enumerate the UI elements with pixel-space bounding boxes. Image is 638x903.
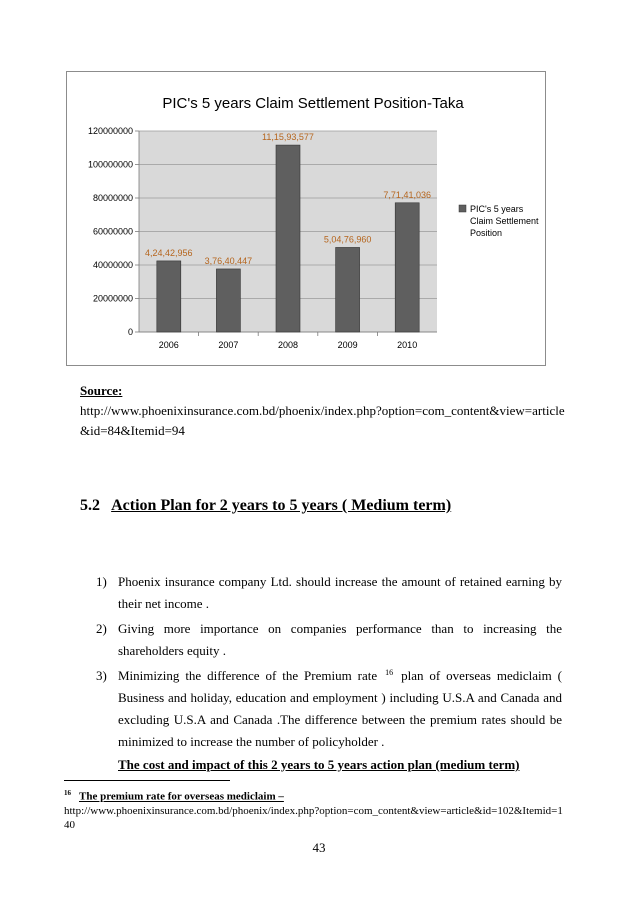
data-label: 4,24,42,956: [145, 247, 193, 258]
data-label: 7,71,41,036: [383, 189, 431, 200]
data-label: 11,15,93,577: [262, 132, 314, 143]
y-tick-label: 120000000: [87, 126, 133, 136]
bar: [336, 247, 360, 332]
y-tick-label: 100000000: [87, 159, 133, 170]
y-tick-label: 80000000: [92, 193, 133, 203]
page-number: 43: [312, 840, 326, 855]
footnote-url[interactable]: http://www.phoenixinsurance.com.bd/phoenix/index.php?option=com_content&view=article&id=102&Itemid=140: [64, 804, 563, 831]
data-label: 3,76,40,447: [204, 255, 253, 266]
list-item: [96, 571, 562, 615]
bar: [395, 203, 419, 332]
section-heading: [80, 497, 451, 515]
source-url-line-1[interactable]: http://www.phoenixinsurance.com.bd/phoenix/index.php?option=com_content&view=article: [80, 403, 565, 418]
footnote-title: The premium rate for overseas mediclaim –: [79, 790, 284, 803]
bar: [157, 261, 181, 332]
x-tick-label: 2007: [218, 340, 239, 350]
chart-container: [66, 71, 546, 366]
legend-label: PIC's 5 years Claim Settlement Position: [470, 204, 539, 238]
x-tick-label: 2009: [337, 340, 358, 350]
section-number: 5.2: [80, 497, 100, 514]
cost-impact-heading: The cost and impact of this 2 years to 5 years action plan (medium term): [118, 757, 520, 772]
bar-chart: [67, 72, 545, 365]
x-tick-label: 2006: [158, 340, 179, 350]
x-tick-label: 2008: [277, 340, 299, 350]
source-url-line-2[interactable]: &id=84&Itemid=94: [80, 423, 185, 438]
source-block: [80, 381, 570, 441]
list-item-index: 3): [96, 668, 107, 683]
list-item-text: Phoenix insurance company Ltd. should increase the amount of retained earning by their net income .: [118, 574, 562, 611]
list-item-text-continued: plan of overseas mediclaim ( Business and holiday, education and employment ) including U.S.A and Canada and excluding U.S.A and Canada .The difference between the premium rates should be minimized to increase the number of policyholder .: [118, 668, 562, 749]
y-tick-label: 40000000: [92, 260, 133, 270]
list-item-index: 1): [96, 574, 107, 589]
section-title: Action Plan for 2 years to 5 years ( Medium term): [111, 497, 452, 514]
y-tick-label: 20000000: [92, 293, 133, 304]
list-item-index: 2): [96, 621, 107, 636]
list-item: [96, 618, 562, 662]
x-tick-label: 2010: [397, 340, 418, 350]
bar: [276, 145, 300, 332]
source-title: Source:: [80, 383, 123, 398]
footnote-reference[interactable]: 16: [385, 667, 394, 677]
bar: [216, 269, 240, 332]
footnote-divider: [64, 780, 230, 781]
list-item-text: Minimizing the difference of the Premium rate: [118, 668, 378, 683]
list-item-text: Giving more importance on companies performance than to increasing the shareholders equity .: [118, 621, 562, 658]
footnote-number: 16: [64, 789, 71, 797]
y-tick-label: 60000000: [92, 226, 133, 237]
list-item: [96, 665, 562, 753]
data-label: 5,04,76,960: [323, 234, 372, 245]
legend-swatch: [459, 205, 466, 212]
y-tick-label: 0: [127, 327, 133, 337]
action-plan-list: [96, 571, 562, 756]
footnote: [64, 786, 564, 832]
chart-title: PIC's 5 years Claim Settlement Position-Taka: [162, 95, 464, 112]
